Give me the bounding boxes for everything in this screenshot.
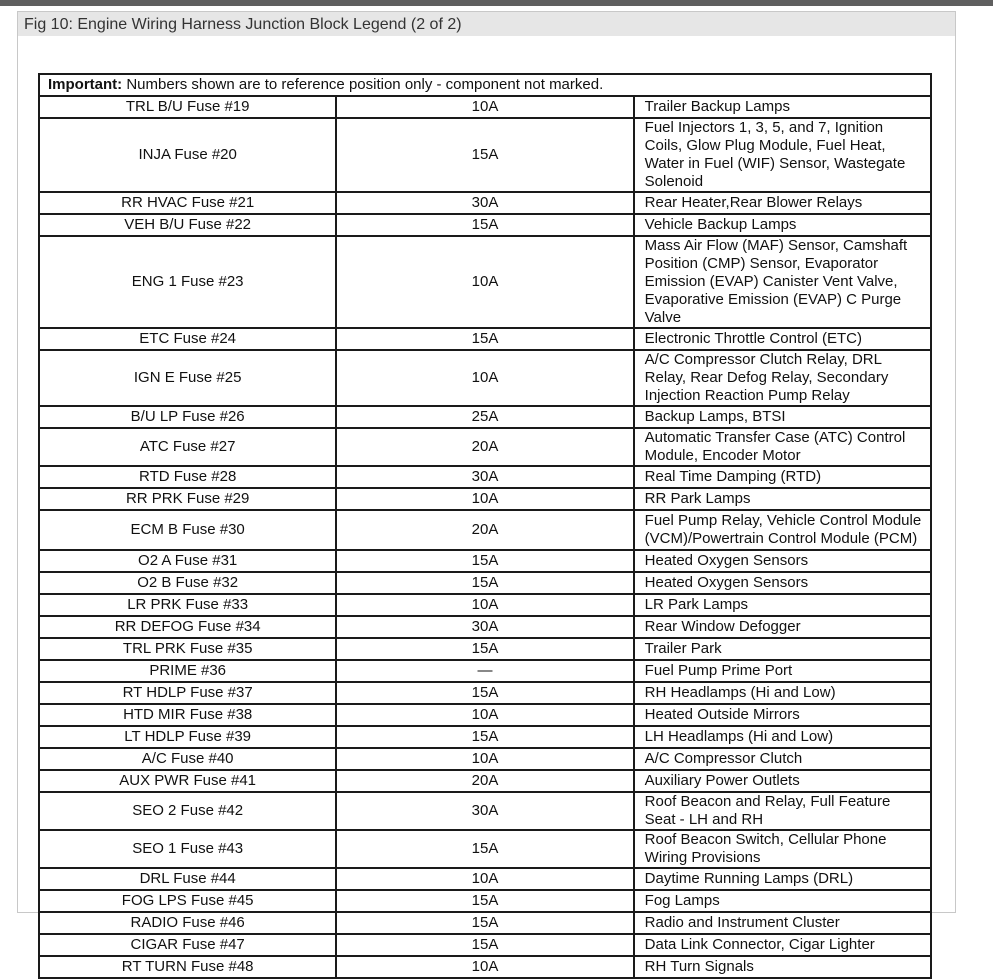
fuse-name-cell: B/U LP Fuse #26 — [39, 406, 336, 428]
fuse-name-cell: RT TURN Fuse #48 — [39, 956, 336, 978]
fuse-description-cell: Automatic Transfer Case (ATC) Control Module, Encoder Motor — [634, 428, 931, 466]
table-row — [39, 682, 931, 704]
table-row — [39, 510, 931, 550]
fuse-name-cell: RADIO Fuse #46 — [39, 912, 336, 934]
fuse-description-cell: LH Headlamps (Hi and Low) — [634, 726, 931, 748]
fuse-name-cell: LT HDLP Fuse #39 — [39, 726, 336, 748]
fuse-description-cell: Trailer Backup Lamps — [634, 96, 931, 118]
table-row — [39, 488, 931, 510]
legend-note-row — [39, 74, 931, 96]
fuse-rating-cell: 10A — [336, 956, 633, 978]
fuse-description-cell: Fuel Pump Relay, Vehicle Control Module (VCM)/Powertrain Control Module (PCM) — [634, 510, 931, 550]
fuse-rating-cell: 20A — [336, 428, 633, 466]
table-row — [39, 96, 931, 118]
fuse-rating-cell: 15A — [336, 214, 633, 236]
table-row — [39, 572, 931, 594]
fuse-rating-cell: 20A — [336, 770, 633, 792]
fuse-description-cell: LR Park Lamps — [634, 594, 931, 616]
fuse-rating-cell: 10A — [336, 236, 633, 328]
fuse-name-cell: ETC Fuse #24 — [39, 328, 336, 350]
fuse-name-cell: VEH B/U Fuse #22 — [39, 214, 336, 236]
fuse-description-cell: Rear Window Defogger — [634, 616, 931, 638]
fuse-rating-cell: 30A — [336, 466, 633, 488]
fuse-description-cell: Data Link Connector, Cigar Lighter — [634, 934, 931, 956]
fuse-name-cell: RR HVAC Fuse #21 — [39, 192, 336, 214]
table-row — [39, 550, 931, 572]
table-row — [39, 934, 931, 956]
fuse-name-cell: SEO 1 Fuse #43 — [39, 830, 336, 868]
fuse-name-cell: RR DEFOG Fuse #34 — [39, 616, 336, 638]
fuse-description-cell: Daytime Running Lamps (DRL) — [634, 868, 931, 890]
fuse-rating-cell: 10A — [336, 350, 633, 406]
fuse-description-cell: Fuel Pump Prime Port — [634, 660, 931, 682]
note-label: Important: — [48, 76, 123, 93]
table-row — [39, 214, 931, 236]
fuse-description-cell: Fuel Injectors 1, 3, 5, and 7, Ignition Coils, Glow Plug Module, Fuel Heat, Water in Fuel (WIF) Sensor, Wastegate Solenoid — [634, 118, 931, 192]
fuse-rating-cell: 25A — [336, 406, 633, 428]
table-row — [39, 638, 931, 660]
table-row — [39, 956, 931, 978]
fuse-name-cell: INJA Fuse #20 — [39, 118, 336, 192]
fuse-description-cell: Roof Beacon and Relay, Full Feature Seat - LH and RH — [634, 792, 931, 830]
fuse-rating-cell: 15A — [336, 682, 633, 704]
fuse-legend-table — [38, 73, 932, 979]
fuse-description-cell: Radio and Instrument Cluster — [634, 912, 931, 934]
table-row — [39, 616, 931, 638]
fuse-description-cell: Vehicle Backup Lamps — [634, 214, 931, 236]
fuse-name-cell: RTD Fuse #28 — [39, 466, 336, 488]
fuse-description-cell: Auxiliary Power Outlets — [634, 770, 931, 792]
table-row — [39, 890, 931, 912]
table-row — [39, 792, 931, 830]
table-row — [39, 406, 931, 428]
fuse-rating-cell: 10A — [336, 704, 633, 726]
fuse-description-cell: Roof Beacon Switch, Cellular Phone Wiring Provisions — [634, 830, 931, 868]
fuse-description-cell: Electronic Throttle Control (ETC) — [634, 328, 931, 350]
fuse-rating-cell: 10A — [336, 748, 633, 770]
legend-note — [39, 74, 931, 96]
fuse-description-cell: Heated Oxygen Sensors — [634, 572, 931, 594]
table-row — [39, 118, 931, 192]
fuse-rating-cell: 20A — [336, 510, 633, 550]
table-row — [39, 594, 931, 616]
fuse-description-cell: Rear Heater,Rear Blower Relays — [634, 192, 931, 214]
table-row — [39, 704, 931, 726]
table-row — [39, 466, 931, 488]
fuse-rating-cell: 15A — [336, 572, 633, 594]
figure-panel — [17, 11, 956, 975]
fuse-name-cell: LR PRK Fuse #33 — [39, 594, 336, 616]
fuse-rating-cell: 10A — [336, 594, 633, 616]
fuse-description-cell: Heated Outside Mirrors — [634, 704, 931, 726]
fuse-description-cell: Heated Oxygen Sensors — [634, 550, 931, 572]
fuse-rating-cell: 10A — [336, 488, 633, 510]
fuse-name-cell: O2 A Fuse #31 — [39, 550, 336, 572]
fuse-name-cell: RR PRK Fuse #29 — [39, 488, 336, 510]
table-row — [39, 350, 931, 406]
table-row — [39, 868, 931, 890]
fuse-description-cell: RR Park Lamps — [634, 488, 931, 510]
fuse-description-cell: Trailer Park — [634, 638, 931, 660]
fuse-name-cell: TRL PRK Fuse #35 — [39, 638, 336, 660]
fuse-description-cell: Mass Air Flow (MAF) Sensor, Camshaft Position (CMP) Sensor, Evaporator Emission (EVAP) Canister Vent Valve, Evaporative Emission (EVAP) C Purge Valve — [634, 236, 931, 328]
table-row — [39, 748, 931, 770]
fuse-rating-cell: 15A — [336, 726, 633, 748]
fuse-rating-cell: 10A — [336, 96, 633, 118]
fuse-description-cell: A/C Compressor Clutch — [634, 748, 931, 770]
fuse-description-cell: RH Headlamps (Hi and Low) — [634, 682, 931, 704]
fuse-name-cell: HTD MIR Fuse #38 — [39, 704, 336, 726]
fuse-description-cell: Real Time Damping (RTD) — [634, 466, 931, 488]
table-row — [39, 830, 931, 868]
fuse-name-cell: TRL B/U Fuse #19 — [39, 96, 336, 118]
fuse-name-cell: A/C Fuse #40 — [39, 748, 336, 770]
table-row — [39, 328, 931, 350]
fuse-rating-cell: 15A — [336, 830, 633, 868]
fuse-rating-cell: 30A — [336, 192, 633, 214]
fuse-rating-cell: 30A — [336, 792, 633, 830]
fuse-description-cell: Fog Lamps — [634, 890, 931, 912]
fuse-name-cell: DRL Fuse #44 — [39, 868, 336, 890]
fuse-rating-cell: 10A — [336, 868, 633, 890]
fuse-name-cell: FOG LPS Fuse #45 — [39, 890, 336, 912]
fuse-name-cell: PRIME #36 — [39, 660, 336, 682]
fuse-name-cell: SEO 2 Fuse #42 — [39, 792, 336, 830]
fuse-name-cell: AUX PWR Fuse #41 — [39, 770, 336, 792]
fuse-rating-cell: 15A — [336, 118, 633, 192]
fuse-rating-cell: 30A — [336, 616, 633, 638]
fuse-name-cell: IGN E Fuse #25 — [39, 350, 336, 406]
fuse-rating-cell: 15A — [336, 328, 633, 350]
fuse-name-cell: ATC Fuse #27 — [39, 428, 336, 466]
fuse-rating-cell: 15A — [336, 890, 633, 912]
fuse-rating-cell: — — [336, 660, 633, 682]
fuse-rating-cell: 15A — [336, 934, 633, 956]
table-row — [39, 428, 931, 466]
note-text: Numbers shown are to reference position only - component not marked. — [122, 76, 604, 93]
fuse-name-cell: O2 B Fuse #32 — [39, 572, 336, 594]
table-row — [39, 660, 931, 682]
fuse-rating-cell: 15A — [336, 912, 633, 934]
table-row — [39, 726, 931, 748]
fuse-name-cell: CIGAR Fuse #47 — [39, 934, 336, 956]
fuse-description-cell: RH Turn Signals — [634, 956, 931, 978]
fuse-rating-cell: 15A — [336, 638, 633, 660]
fuse-description-cell: Backup Lamps, BTSI — [634, 406, 931, 428]
fuse-name-cell: RT HDLP Fuse #37 — [39, 682, 336, 704]
table-row — [39, 912, 931, 934]
table-row — [39, 770, 931, 792]
fuse-rating-cell: 15A — [336, 550, 633, 572]
figure-caption: Fig 10: Engine Wiring Harness Junction Block Legend (2 of 2) — [18, 12, 955, 36]
table-row — [39, 192, 931, 214]
fuse-description-cell: A/C Compressor Clutch Relay, DRL Relay, Rear Defog Relay, Secondary Injection Reaction Pump Relay — [634, 350, 931, 406]
fuse-name-cell: ENG 1 Fuse #23 — [39, 236, 336, 328]
window-top-bar — [0, 0, 993, 6]
table-row — [39, 236, 931, 328]
fuse-name-cell: ECM B Fuse #30 — [39, 510, 336, 550]
